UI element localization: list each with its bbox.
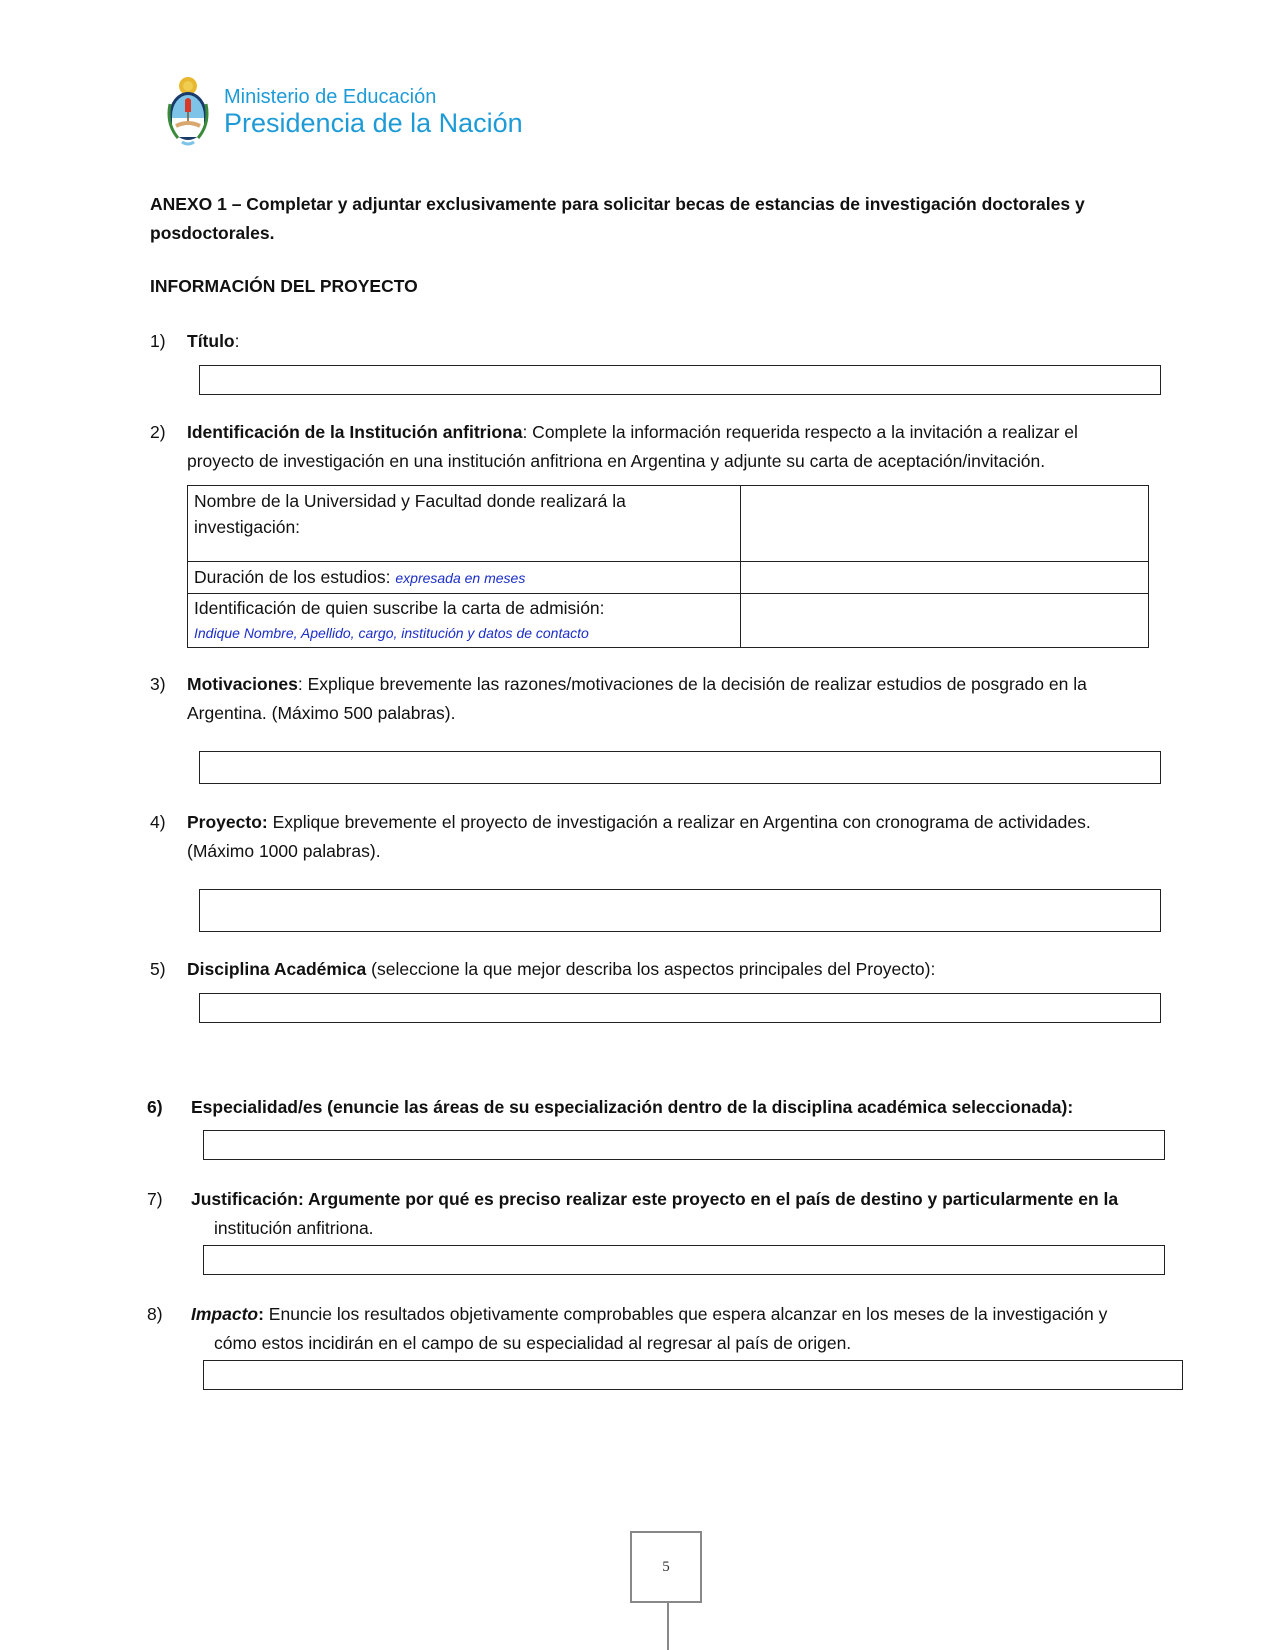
disciplina-field[interactable] xyxy=(199,993,1161,1023)
item-number: 2) xyxy=(150,422,166,442)
titulo-field[interactable] xyxy=(199,365,1161,395)
item-desc: Enuncie los resultados objetivamente comprobables que espera alcanzar en los meses de la investigación y xyxy=(263,1304,1108,1324)
item-title: Disciplina Académica xyxy=(187,959,367,979)
motivaciones-field[interactable] xyxy=(199,751,1161,784)
logo-line-2: Presidencia de la Nación xyxy=(224,108,523,138)
item-impacto-label xyxy=(191,1300,1107,1329)
item-title: Impacto xyxy=(191,1304,259,1324)
page-number-connector-line xyxy=(667,1603,669,1650)
logo-line-1: Ministerio de Educación xyxy=(224,86,437,108)
impacto-field[interactable] xyxy=(203,1360,1183,1390)
item-desc: (seleccione la que mejor describa los aspectos principales del Proyecto): xyxy=(366,959,936,979)
annex-title-line-1: ANEXO 1 – Completar y adjuntar exclusivamente para solicitar becas de estancias de investigación doctorales y xyxy=(150,194,1085,214)
item-number: 1) xyxy=(150,331,166,351)
annex-title-line-2: posdoctorales. xyxy=(150,223,275,243)
item-disciplina-label xyxy=(187,955,935,984)
admission-signer-label: Identificación de quien suscribe la carta de admisión: xyxy=(194,598,605,618)
page-number: 5 xyxy=(662,1558,670,1575)
item-titulo-label xyxy=(187,327,240,356)
item-desc: : Explique brevemente las razones/motivaciones de la decisión de realizar estudios de posgrado en la xyxy=(297,674,1087,694)
item-desc: Explique brevemente el proyecto de investigación a realizar en Argentina con cronograma de actividades. xyxy=(267,812,1091,832)
item-desc: : Complete la información requerida respecto a la invitación a realizar el xyxy=(522,422,1078,442)
proyecto-field[interactable] xyxy=(199,889,1161,932)
item-justificacion-label: Justificación: Argumente por qué es preciso realizar este proyecto en el país de destino y particularmente en la xyxy=(191,1189,1119,1209)
item-title: Identificación de la Institución anfitriona xyxy=(187,422,523,442)
item-desc: : xyxy=(234,331,240,351)
item-proyecto-label xyxy=(187,808,1091,837)
item-especialidad-label: Especialidad/es (enuncie las áreas de su especialización dentro de la disciplina académica seleccionada): xyxy=(191,1097,1074,1117)
item-title: Proyecto: xyxy=(187,812,268,832)
table-label-cell xyxy=(188,562,741,594)
argentina-coat-of-arms-icon xyxy=(164,74,212,150)
table-row xyxy=(188,486,1149,562)
item-number: 4) xyxy=(150,812,166,832)
item-title: Motivaciones xyxy=(187,674,298,694)
item-impacto-desc-2: cómo estos incidirán en el campo de su especialidad al regresar al país de origen. xyxy=(214,1333,852,1353)
table-label-cell xyxy=(188,486,741,562)
page-number-box xyxy=(630,1531,702,1603)
especialidad-field[interactable] xyxy=(203,1130,1165,1160)
duration-field[interactable] xyxy=(741,562,1149,594)
admission-signer-field[interactable] xyxy=(741,594,1149,648)
table-label-cell xyxy=(188,594,741,648)
ministry-logo xyxy=(164,74,564,152)
item-institucion-desc-2: proyecto de investigación en una institución anfitriona en Argentina y adjunte su carta de aceptación/invitación. xyxy=(187,451,1046,471)
item-number: 5) xyxy=(150,959,166,979)
item-number: 6) xyxy=(147,1097,163,1117)
university-field[interactable] xyxy=(741,486,1149,562)
item-number: 8) xyxy=(147,1304,163,1324)
duration-label: Duración de los estudios: xyxy=(194,567,391,587)
item-proyecto-desc-2: (Máximo 1000 palabras). xyxy=(187,841,381,861)
item-motivaciones-desc-2: Argentina. (Máximo 500 palabras). xyxy=(187,703,456,723)
item-number: 3) xyxy=(150,674,166,694)
justificacion-field[interactable] xyxy=(203,1245,1165,1275)
item-justificacion-desc-2: institución anfitriona. xyxy=(214,1218,374,1238)
table-row xyxy=(188,562,1149,594)
duration-hint: expresada en meses xyxy=(395,570,526,586)
item-institucion-label xyxy=(187,418,1183,447)
admission-signer-hint: Indique Nombre, Apellido, cargo, institución y datos de contacto xyxy=(194,625,589,641)
item-number: 7) xyxy=(147,1189,163,1209)
university-label: Nombre de la Universidad y Facultad donde realizará la investigación: xyxy=(194,491,626,537)
item-title: Título xyxy=(187,331,235,351)
item-motivaciones-label xyxy=(187,670,1087,699)
table-row xyxy=(188,594,1149,648)
host-institution-table xyxy=(187,485,1149,648)
section-heading: INFORMACIÓN DEL PROYECTO xyxy=(150,276,418,296)
item-colon: : xyxy=(258,1304,264,1324)
